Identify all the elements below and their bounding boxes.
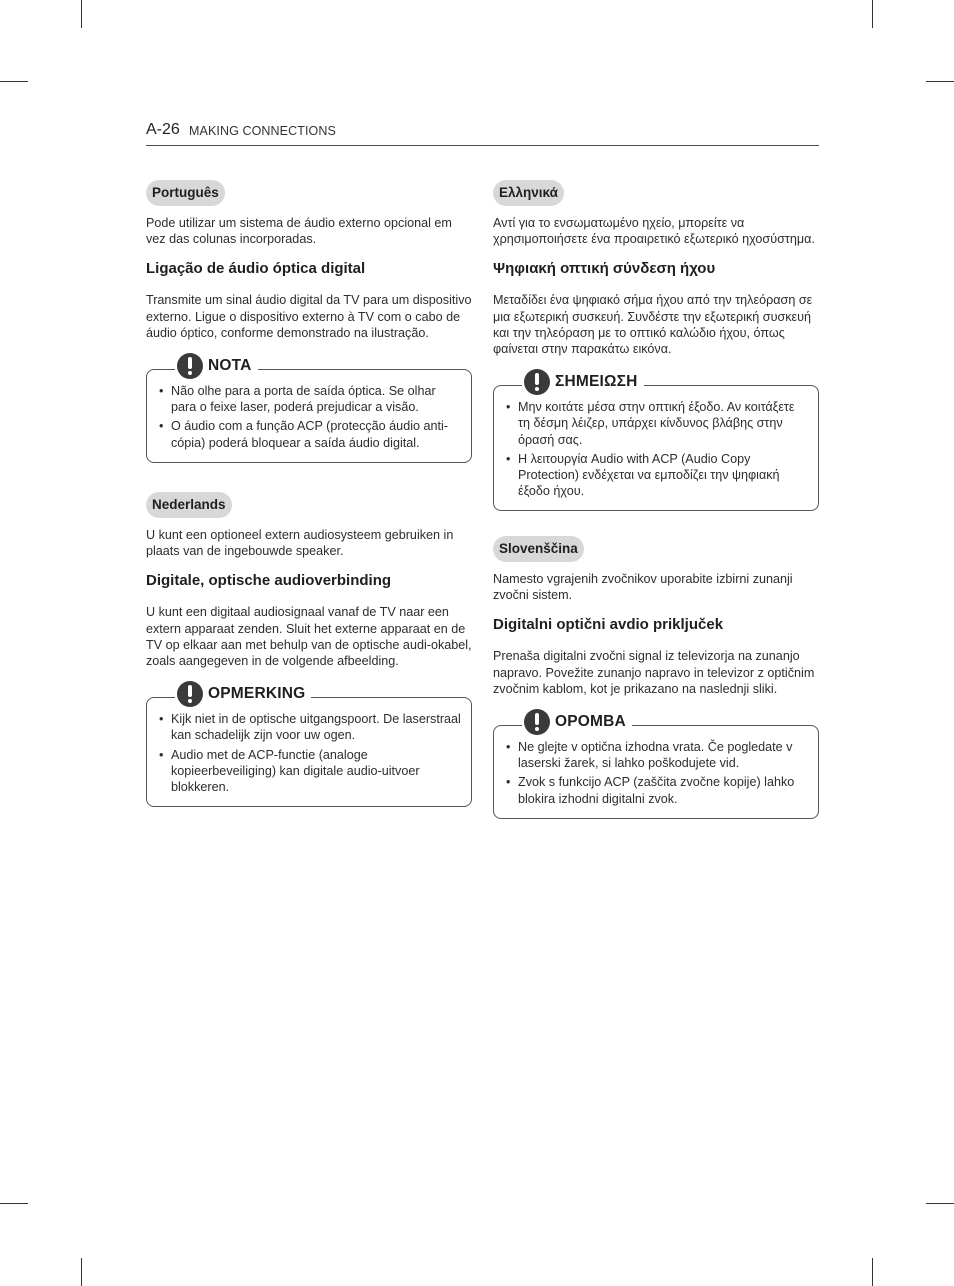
page-number: A-26 <box>146 121 180 138</box>
note-list <box>159 383 461 451</box>
note-list <box>506 399 808 499</box>
note-list <box>506 739 808 807</box>
note-item: • Kijk niet in de optische uitgangspoort. De laserstraal kan schadelijk zijn voor uw ogen. <box>159 711 461 743</box>
crop-mark <box>0 1203 28 1204</box>
language-tag: Ελληνικά <box>493 180 564 206</box>
note-title: OPMERKING <box>208 685 306 703</box>
note-header <box>522 708 632 736</box>
language-tag: Português <box>146 180 225 206</box>
body-text: U kunt een digitaal audiosignaal vanaf de TV naar een extern apparaat zenden. Sluit het externe apparaat en de TV op elkaar aan met behulp van de optische audi-okabel, zoals aangegeven in de volgende afbeelding. <box>146 605 472 669</box>
language-tag: Nederlands <box>146 492 232 518</box>
note-box <box>146 685 472 807</box>
section-heading: Ligação de áudio óptica digital <box>146 260 366 278</box>
note-header <box>175 680 311 708</box>
note-box <box>146 357 472 463</box>
section-heading: Digitale, optische audioverbinding <box>146 572 392 590</box>
note-item: • Não olhe para a porta de saída óptica. Se olhar para o feixe laser, poderá prejudicar a visão. <box>159 383 461 415</box>
section-ellinika <box>493 180 819 511</box>
crop-mark <box>872 0 873 28</box>
crop-mark <box>926 81 954 82</box>
section-heading: Ψηφιακή οπτική σύνδεση ήχου <box>493 260 716 278</box>
crop-mark <box>81 1258 82 1286</box>
language-tag: Slovenščina <box>493 536 584 562</box>
section-heading: Digitalni optični avdio priključek <box>493 616 724 634</box>
note-item: • O áudio com a função ACP (protecção áudio anti-cópia) poderá bloquear a saída áudio digital. <box>159 418 461 450</box>
crop-mark <box>872 1258 873 1286</box>
note-title: OPOMBA <box>555 713 626 731</box>
crop-mark <box>926 1203 954 1204</box>
note-header <box>522 368 644 396</box>
section-portugues <box>146 180 472 463</box>
note-item: • Μην κοιτάτε μέσα στην οπτική έξοδο. Αν κοιτάξετε τη δέσμη λέιζερ, υπάρχει κίνδυνος βλάβης στην όρασή σας. <box>506 399 808 448</box>
note-box <box>493 713 819 819</box>
section-title: MAKING CONNECTIONS <box>189 124 336 138</box>
exclamation-icon <box>524 369 550 395</box>
note-box <box>493 373 819 511</box>
note-header <box>175 352 258 380</box>
body-text: Μεταδίδει ένα ψηφιακό σήμα ήχου από την τηλεόραση σε μια εξωτερική συσκευή. Συνδέστε την εξωτερική συσκευή και την τηλεόραση με το οπτικό καλώδιο ήχου, όπως φαίνεται στην παρακάτω εικόνα. <box>493 293 813 357</box>
note-title: ΣΗΜΕΙΩΣΗ <box>555 373 638 391</box>
note-item: • Zvok s funkcijo ACP (zaščita zvočne kopije) lahko blokira izhodni digitalni zvok. <box>506 774 808 806</box>
intro-text: Αντί για το ενσωματωμένο ηχείο, μπορείτε να χρησιμοποιήσετε ένα προαιρετικό εξωτερικό ηχοσύστημα. <box>493 216 815 247</box>
exclamation-icon <box>177 353 203 379</box>
note-title: NOTA <box>208 357 252 375</box>
intro-text: U kunt een optioneel extern audiosysteem gebruiken in plaats van de ingebouwde speaker. <box>146 528 454 559</box>
section-slovenscina <box>493 536 819 819</box>
exclamation-icon <box>524 709 550 735</box>
note-list <box>159 711 461 795</box>
body-text: Prenaša digitalni zvočni signal iz televizorja na zunanjo napravo. Povežite zunanjo napravo in televizor z optičnim zvočnim kablom, kot je prikazano na naslednji sliki. <box>493 649 815 696</box>
note-item: • Ne glejte v optična izhodna vrata. Če pogledate v laserski žarek, si lahko poškodujete vid. <box>506 739 808 771</box>
intro-text: Pode utilizar um sistema de áudio externo opcional em vez das colunas incorporadas. <box>146 216 452 247</box>
page-header <box>146 120 819 146</box>
note-item: • Η λειτουργία Audio with ACP (Audio Copy Protection) ενδέχεται να εμποδίζει την ψηφιακή έξοδο ήχου. <box>506 451 808 500</box>
exclamation-icon <box>177 681 203 707</box>
intro-text: Namesto vgrajenih zvočnikov uporabite izbirni zunanji zvočni sistem. <box>493 572 793 603</box>
crop-mark <box>81 0 82 28</box>
section-nederlands <box>146 492 472 807</box>
body-text: Transmite um sinal áudio digital da TV para um dispositivo externo. Ligue o dispositivo externo à TV com o cabo de áudio óptico, conforme demonstrado na ilustração. <box>146 293 472 340</box>
note-item: • Audio met de ACP-functie (analoge kopieerbeveiliging) kan digitale audio-uitvoer blokkeren. <box>159 747 461 796</box>
crop-mark <box>0 81 28 82</box>
